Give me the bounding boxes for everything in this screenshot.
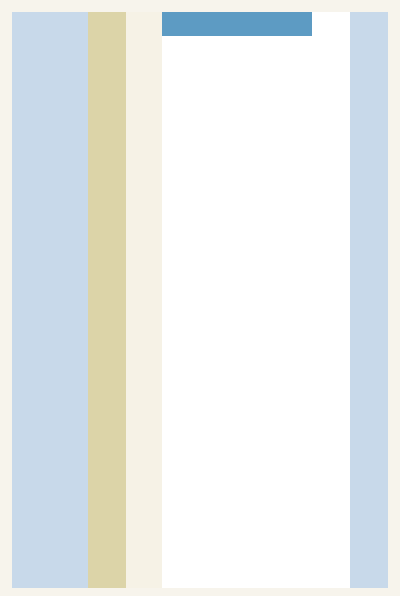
river-nine-title [162, 12, 312, 36]
handicap-column [350, 12, 388, 588]
score-area [162, 12, 350, 588]
par-column [126, 12, 162, 588]
blue-yards-column [50, 12, 88, 588]
yellow-yards-column [88, 12, 126, 588]
hole-column [12, 12, 50, 588]
